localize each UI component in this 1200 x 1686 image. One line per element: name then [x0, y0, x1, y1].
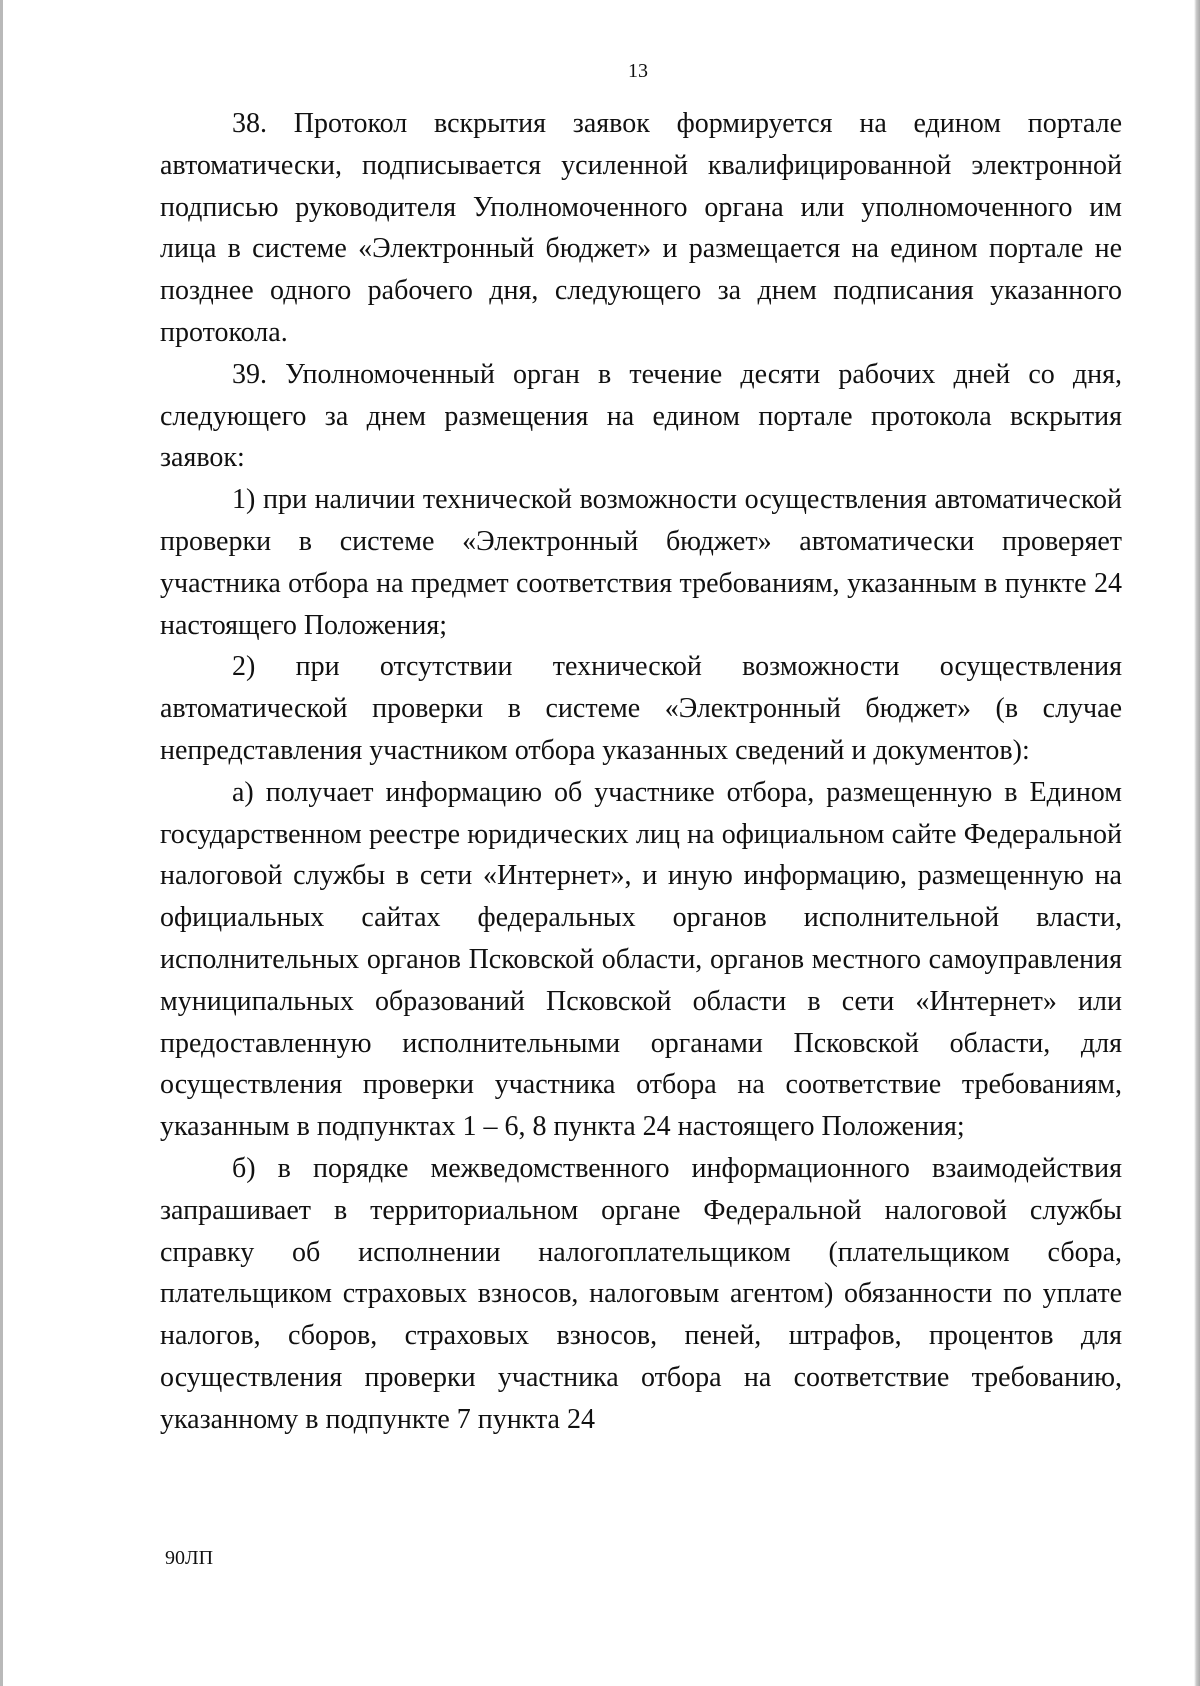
page-number: 13 — [628, 60, 648, 82]
document-body — [160, 103, 1122, 1441]
paragraph-39-item-2: 2) при отсутствии технической возможности осуществления автоматической проверки в системе «Электронный бюджет» (в случае непредставления участником отбора указанных сведений и документов): — [160, 651, 1122, 766]
paragraph-39: 39. Уполномоченный орган в течение десяти рабочих дней со дня, следующего за днем размещения на едином портале протокола вскрытия заявок: — [160, 358, 1122, 474]
scan-edge-left — [0, 0, 3, 1686]
scan-edge-right — [1194, 0, 1200, 1686]
paragraph-39-item-1: 1) при наличии технической возможности осуществления автоматической проверки в системе «Электронный бюджет» автоматически проверяет участника отбора на предмет соответствия требованиям, указанным в пункте 24 настоящего Положения; — [160, 484, 1122, 641]
paragraph-39-item-2b: б) в порядке межведомственного информационного взаимодействия запрашивает в территориальном органе Федеральной налоговой службы справку об исполнении налогоплательщиком (плательщиком сбора, плательщиком страховых взносов, налоговым агентом) обязанности по уплате налогов, сборов, страховых взносов, пеней, штрафов, процентов для осуществления проверки участника отбора на соответствие требованию, указанному в подпункте 7 пункта 24 — [160, 1152, 1122, 1435]
footer-document-code: 90ЛП — [165, 1547, 214, 1569]
paragraph-39-item-2a: а) получает информацию об участнике отбора, размещенную в Едином государственном реестре юридических лиц на официальном сайте Федеральной налоговой службы в сети «Интернет», и иную информацию, размещенную на официальных сайтах федеральных органов исполнительной власти, исполнительных органов Псковской области, органов местного самоуправления муниципальных образований Псковской области в сети «Интернет» или предоставленную исполнительными органами Псковской области, для осуществления проверки участника отбора на соответствие требованиям, указанным в подпунктах 1 – 6, 8 пункта 24 настоящего Положения; — [160, 776, 1122, 1143]
paragraph-38: 38. Протокол вскрытия заявок формируется на едином портале автоматически, подписывается усиленной квалифицированной электронной подписью руководителя Уполномоченного органа или уполномоченного им лица в системе «Электронный бюджет» и размещается на едином портале не позднее одного рабочего дня, следующего за днем подписания указанного протокола. — [160, 108, 1122, 348]
